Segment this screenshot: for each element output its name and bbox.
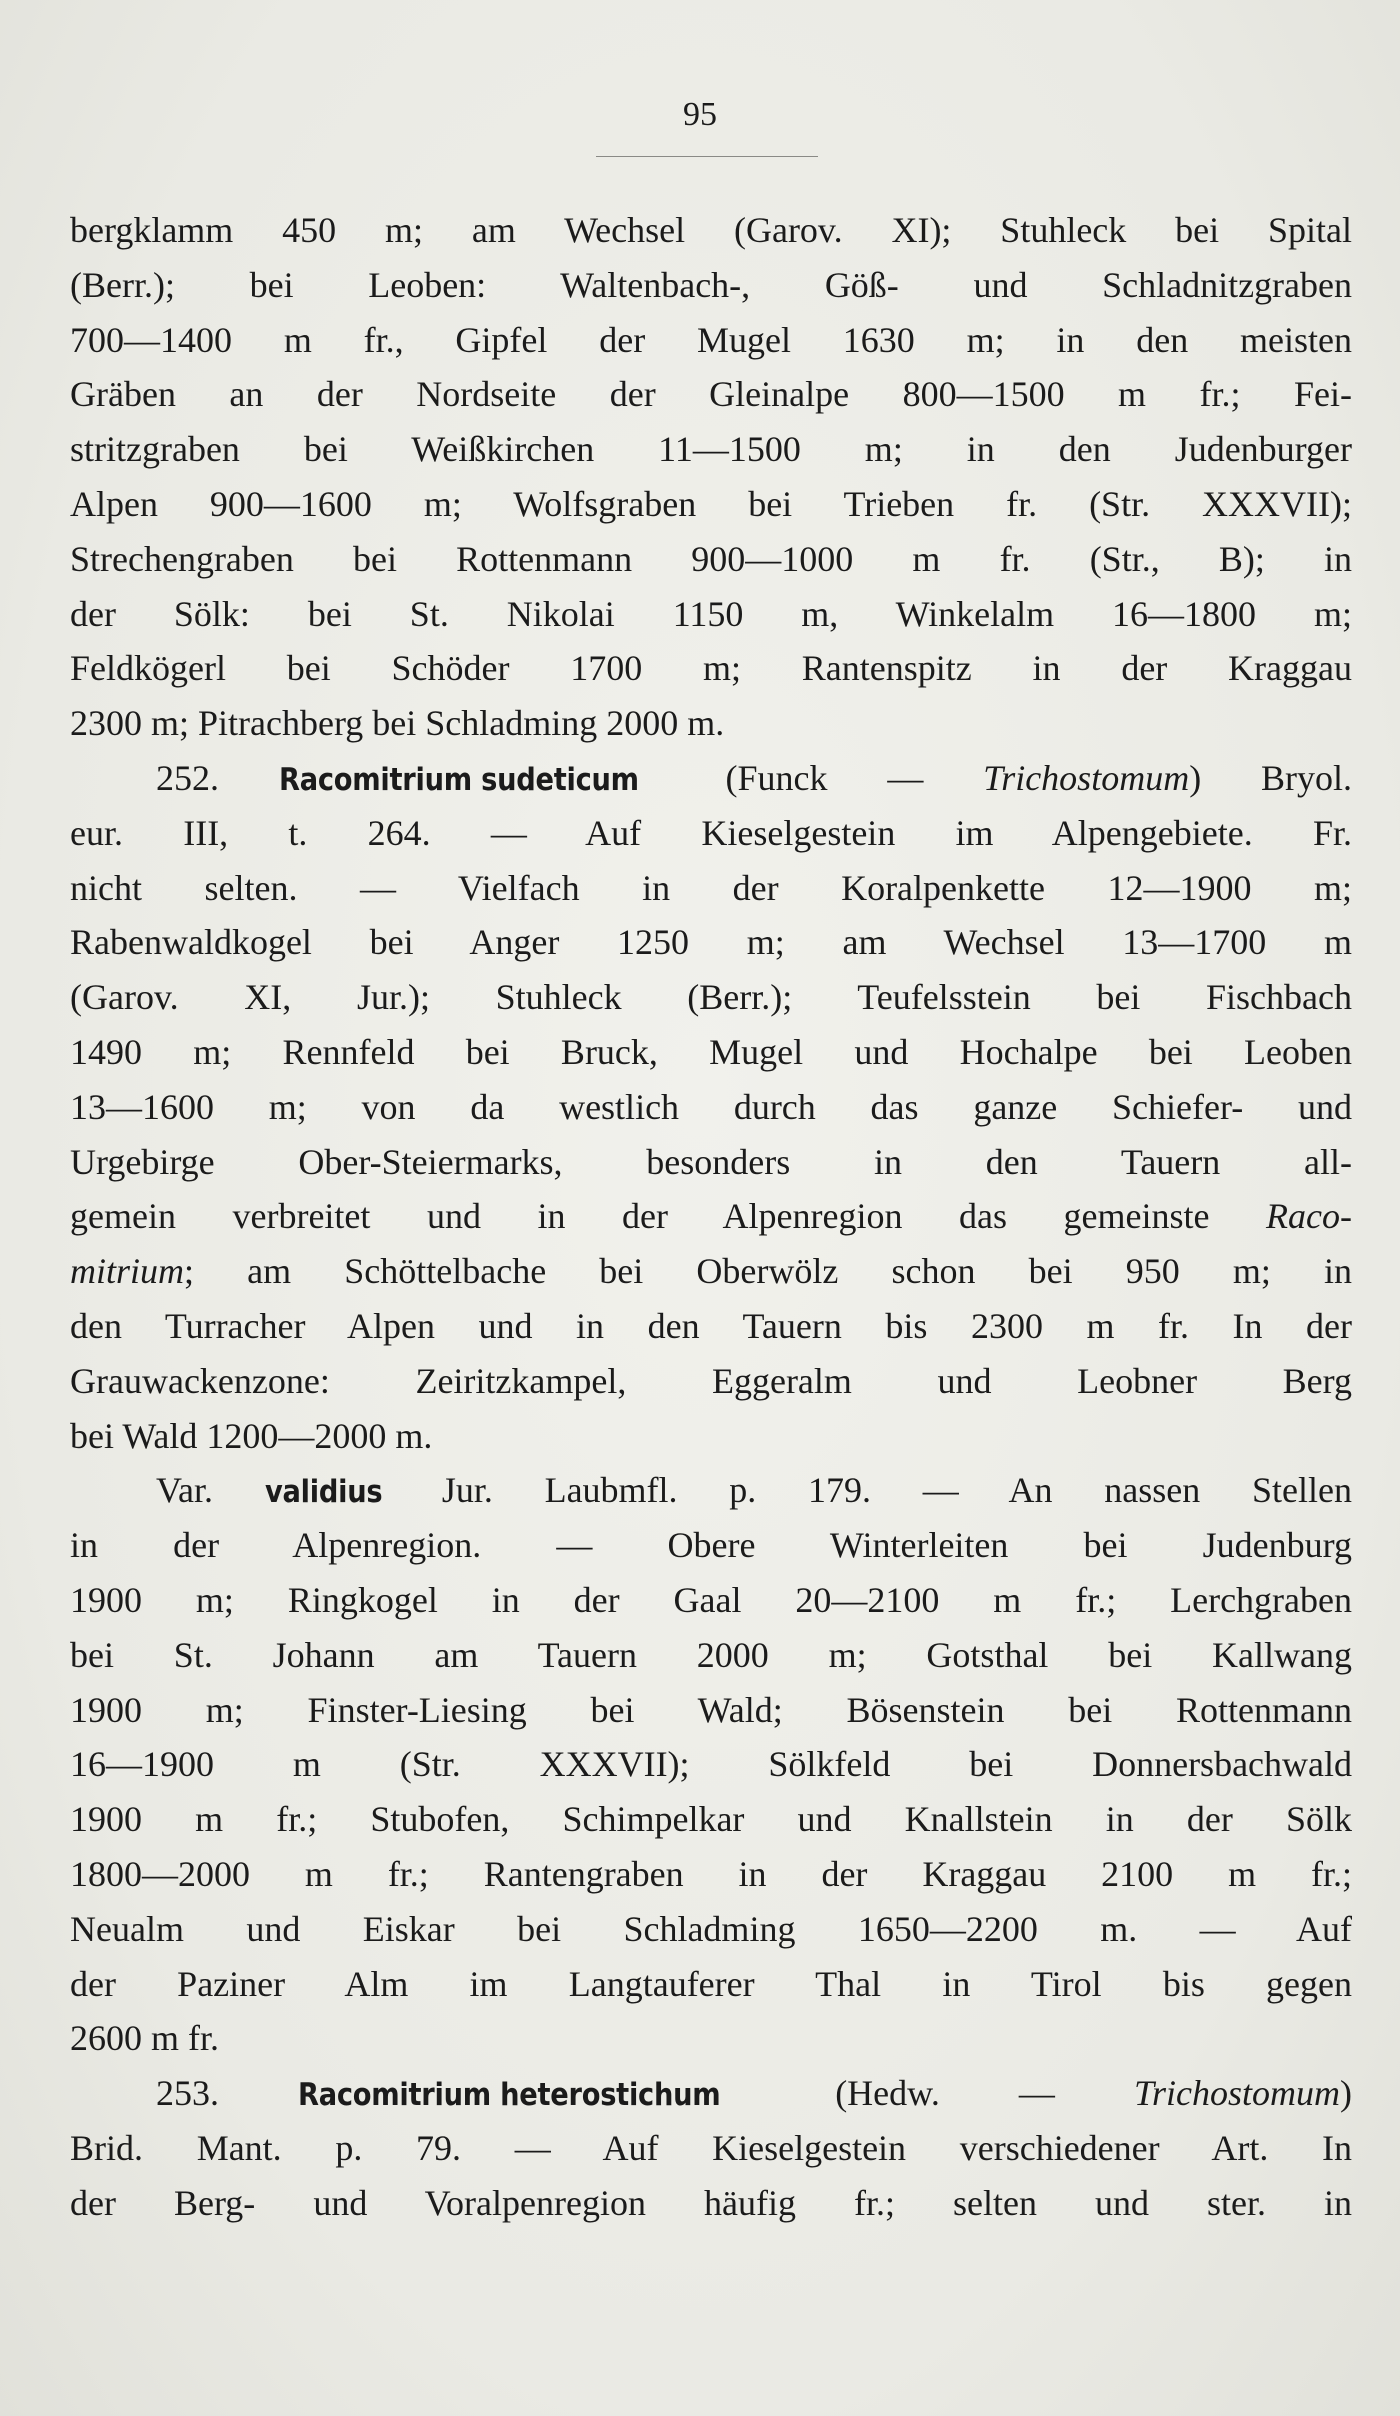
text-line: Grauwackenzone: Zeiritzkampel, Eggeralm und Leobner Berg [70,1360,1352,1401]
entry-text: ) Bryol. [1189,757,1352,798]
text-line: der Sölk: bei St. Nikolai 1150 m, Winkelalm 16—1800 m; [70,593,1352,634]
variety-prefix: Var. [156,1470,213,1511]
text-line: Rabenwaldkogel bei Anger 1250 m; am Wechsel 13—1700 m [70,922,1352,963]
species-name: Racomitrium heterostichum [298,2077,721,2114]
text-line-19 [70,1189,1352,1244]
text-line: bei Wald 1200—2000 m. [70,1415,433,1456]
text-line: den Turracher Alpen und in den Tauern bis 2300 m fr. In der [70,1305,1352,1346]
text-line: bei St. Johann am Tauern 2000 m; Gotsthal bei Kallwang [70,1634,1352,1675]
text-line: bergklamm 450 m; am Wechsel (Garov. XI); Stuhleck bei Spital [70,210,1352,250]
page-number: 95 [683,96,717,133]
entry-252-heading [70,751,1352,806]
text-span: gemein verbreitet und in der Alpenregion das gemeinste [70,1196,1267,1237]
text-line: 1900 m; Ringkogel in der Gaal 20—2100 m fr.; Lerchgraben [70,1579,1352,1620]
genus-synonym: Trichostomum [1133,2073,1341,2114]
italic-genus: mitrium [70,1251,185,1292]
text-line: 2300 m; Pitrachberg bei Schladming 2000 m. [70,703,725,744]
header-rule [596,156,818,157]
text-line: Gräben an der Nordseite der Gleinalpe 800—1500 m fr.; Fei- [70,374,1352,415]
text-line: in der Alpenregion. — Obere Winterleiten bei Judenburg [70,1525,1352,1566]
text-line: (Berr.); bei Leoben: Waltenbach-, Göß- und Schladnitzgraben [70,264,1352,305]
text-line: 2600 m fr. [70,2018,219,2059]
text-line: nicht selten. — Vielfach in der Koralpenkette 12—1900 m; [70,867,1352,908]
text-line-20 [70,1244,1352,1299]
text-line: Strechengraben bei Rottenmann 900—1000 m fr. (Str., B); in [70,538,1352,579]
text-line: Neualm und Eiskar bei Schladming 1650—2200 m. — Auf [70,1908,1352,1949]
species-name: Racomitrium sudeticum [278,761,639,798]
text-span: ; am Schöttelbache bei Oberwölz schon bei 950 m; in [184,1251,1352,1292]
entry-text: (Hedw. — [835,2073,1134,2114]
variety-name: validius [264,1474,383,1511]
text-line: Urgebirge Ober-Steiermarks, besonders in den Tauern all- [70,1141,1352,1182]
text-line: (Garov. XI, Jur.); Stuhleck (Berr.); Teufelsstein bei Fischbach [70,977,1352,1018]
text-line: Feldkögerl bei Schöder 1700 m; Rantenspitz in der Kraggau [70,648,1352,689]
text-line: der Paziner Alm im Langtauferer Thal in Tirol bis gegen [70,1963,1352,2004]
entry-text: ) [1340,2073,1352,2114]
text-line: 13—1600 m; von da westlich durch das ganze Schiefer- und [70,1086,1352,1127]
text-line: stritzgraben bei Weißkirchen 11—1500 m; in den Judenburger [70,429,1352,470]
italic-genus: Raco- [1266,1196,1352,1237]
entry-number: 253. [156,2073,219,2114]
entry-text: Jur. Laubmfl. p. 179. — An nassen Stellen [441,1470,1352,1511]
entry-number: 252. [156,757,219,798]
text-line: Brid. Mant. p. 79. — Auf Kieselgestein verschiedener Art. In [70,2127,1352,2168]
text-line: 700—1400 m fr., Gipfel der Mugel 1630 m; in den meisten [70,319,1352,360]
text-line: 1900 m fr.; Stubofen, Schimpelkar und Knallstein in der Sölk [70,1799,1352,1840]
text-line: 16—1900 m (Str. XXXVII); Sölkfeld bei Donnersbachwald [70,1744,1352,1785]
text-line: der Berg- und Voralpenregion häufig fr.; selten und ster. in [70,2182,1352,2223]
genus-synonym: Trichostomum [983,757,1190,798]
text-line: eur. III, t. 264. — Auf Kieselgestein im Alpengebiete. Fr. [70,812,1352,853]
entry-text: (Funck — [725,757,984,798]
variety-heading [70,1463,1352,1518]
text-line: 1800—2000 m fr.; Rantengraben in der Kraggau 2100 m fr.; [70,1853,1352,1894]
page-text [70,203,1352,2230]
text-line: 1490 m; Rennfeld bei Bruck, Mugel und Hochalpe bei Leoben [70,1031,1352,1072]
entry-253-heading [70,2066,1352,2121]
text-line: 1900 m; Finster-Liesing bei Wald; Bösenstein bei Rottenmann [70,1689,1352,1730]
text-line: Alpen 900—1600 m; Wolfsgraben bei Trieben fr. (Str. XXXVII); [70,483,1352,524]
